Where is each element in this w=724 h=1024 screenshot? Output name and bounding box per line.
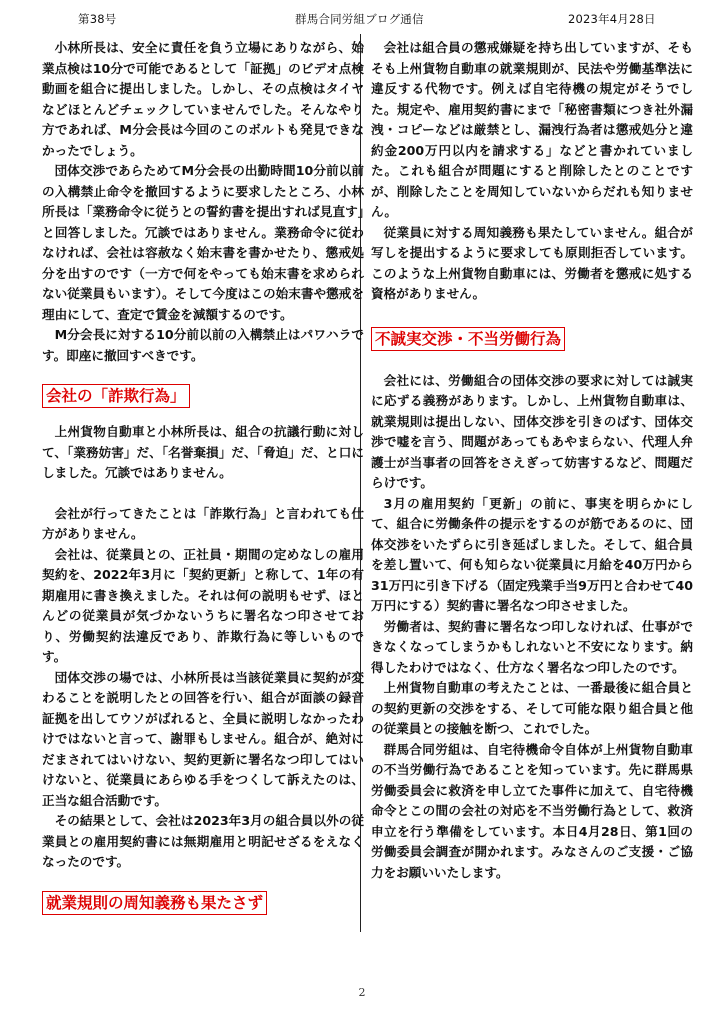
paragraph: 小林所長は、安全に責任を負う立場にありながら、始業点検は10分で可能であるとして「証拠」のビデオ点検動画を組合に提出しました。しかし、その点検はタイヤなどほとんどチェックしていませんでした。そんなやり方であれば、M分会長は今回のこのボルトも発見できなかったでしょう。 — [42, 40, 364, 158]
issue-date: 2023年4月28日 — [568, 12, 656, 26]
section-heading-unfair-labor: 不誠実交渉・不当労働行為 — [371, 327, 565, 351]
paragraph: 団体交渉の場では、小林所長は当該従業員に契約が変わることを説明したとの回答を行い、組合が面談の録音証拠を出してウソがばれると、全員に説明しなかったわけではないと言って、謝罪もしません。組合が、絶対にだまされてはいけない、契約更新に署名なつ印してはいけないと、従業員にあらゆる手をつくして訴えたのは、正当な組合活動です。 — [42, 669, 364, 808]
paragraph: 会社が行ってきたことは「詐欺行為」と言われても仕方がありません。 — [42, 505, 364, 541]
paragraph: その結果として、会社は2023年3月の組合員以外の従業員との雇用契約書には無期雇用と明記せざるをえなくなったのです。 — [42, 813, 364, 869]
page-number: 2 — [358, 986, 366, 999]
section-heading-work-rules: 就業規則の周知義務も果たさず — [42, 891, 267, 915]
page-header — [40, 11, 686, 27]
paragraph: 群馬合同労組は、自宅待機命令自体が上州貨物自動車の不当労働行為であることを知っています。先に群馬県労働委員会に救済を申し立てた事件に加えて、自宅待機命令とこの間の会社の対応を不当労働行為として、救済申立を行う準備をしています。本日4月28日、第1回の労働委員会調査が開かれます。みなさんのご支援・ご協力をお願いいたします。 — [371, 741, 693, 880]
paragraph: 従業員に対する周知義務も果たしていません。組合が写しを提出するように要求しても原則拒否しています。このような上州貨物自動車には、労働者を懲戒に処する資格がありません。 — [371, 224, 693, 301]
issue-number: 第38号 — [78, 12, 117, 26]
paragraph: 会社は、従業員との、正社員・期間の定めなしの雇用契約を、2022年3月に「契約更新」と称して、1年の有期雇用に書き換えました。それは何の説明もせず、ほとんどの従業員が気づかないうちに署名なつ印させており、労働契約法違反であり、詐欺行為に等しいものです。 — [42, 546, 364, 664]
left-column — [42, 38, 364, 954]
paragraph: 上州貨物自動車と小林所長は、組合の抗議行動に対して、「業務妨害」だ、「名誉棄損」だ、「脅迫」だ、と口にしました。冗談ではありません。 — [42, 424, 364, 480]
paragraph: 上州貨物自動車の考えたことは、一番最後に組合員との契約更新の交渉をする、そして可能な限り組合員と他の従業員との接触を断つ、これでした。 — [371, 680, 693, 736]
newsletter-title: 群馬合同労組ブログ通信 — [295, 12, 424, 26]
section-heading-fraud: 会社の「詐欺行為」 — [42, 384, 190, 408]
right-column — [371, 38, 693, 954]
paragraph: M分会長に対する10分前以前の入構禁止はパワハラです。即座に撤回すべきです。 — [42, 327, 364, 363]
paragraph: 会社は組合員の懲戒嫌疑を持ち出していますが、そもそも上州貨物自動車の就業規則が、民法や労働基準法に違反する代物です。例えば自宅待機の規定がそうでした。規定や、雇用契約書にまで「秘密書類につき社外漏洩・コピーなどは厳禁とし、漏洩行為者は懲戒処分と違約金200万円以内を請求する」などと書かれていました。これも組合が問題にすると削除したとのことですが、削除したことを周知していないからだれも知りません。 — [371, 40, 693, 219]
paragraph: 労働者は、契約書に署名なつ印しなければ、仕事ができなくなってしまうかもしれないと不安になります。納得したわけではなく、仕方なく署名なつ印したのです。 — [371, 618, 693, 675]
paragraph: 団体交渉であらためてM分会長の出勤時間10分前以前の入構禁止命令を撤回するように要求したところ、小林所長は「業務命令に従うとの誓約書を提出すれば見直す」と回答しました。冗談ではありません。業務命令に従わなければ、会社は容赦なく始末書を書かせたり、懲戒処分を出すのです（一方で何をやっても始末書を求められない従業員もいます）。そして今度はこの始末書や懲戒を理由にして、査定で賃金を減額するのです。 — [42, 163, 364, 322]
paragraph: 3月の雇用契約「更新」の前に、事実を明らかにして、組合に労働条件の提示をするのが筋であるのに、団体交渉をいたずらに引き延ばしました。そして、組合員を差し置いて、何も知らない従業員に月給を40万円から31万円に引き下げる（固定残業手当9万円と合わせて40万円にする）契約書に署名なつ印させました。 — [371, 495, 693, 613]
paragraph: 会社には、労働組合の団体交渉の要求に対しては誠実に応ずる義務があります。しかし、上州貨物自動車は、就業規則は提出しない、団体交渉を引きのばす、団体交渉で嘘を言う、問題があってもあやまらない、代理人弁護士が当事者の回答をさえぎって妨害するなど、問題だらけです。 — [371, 372, 693, 490]
